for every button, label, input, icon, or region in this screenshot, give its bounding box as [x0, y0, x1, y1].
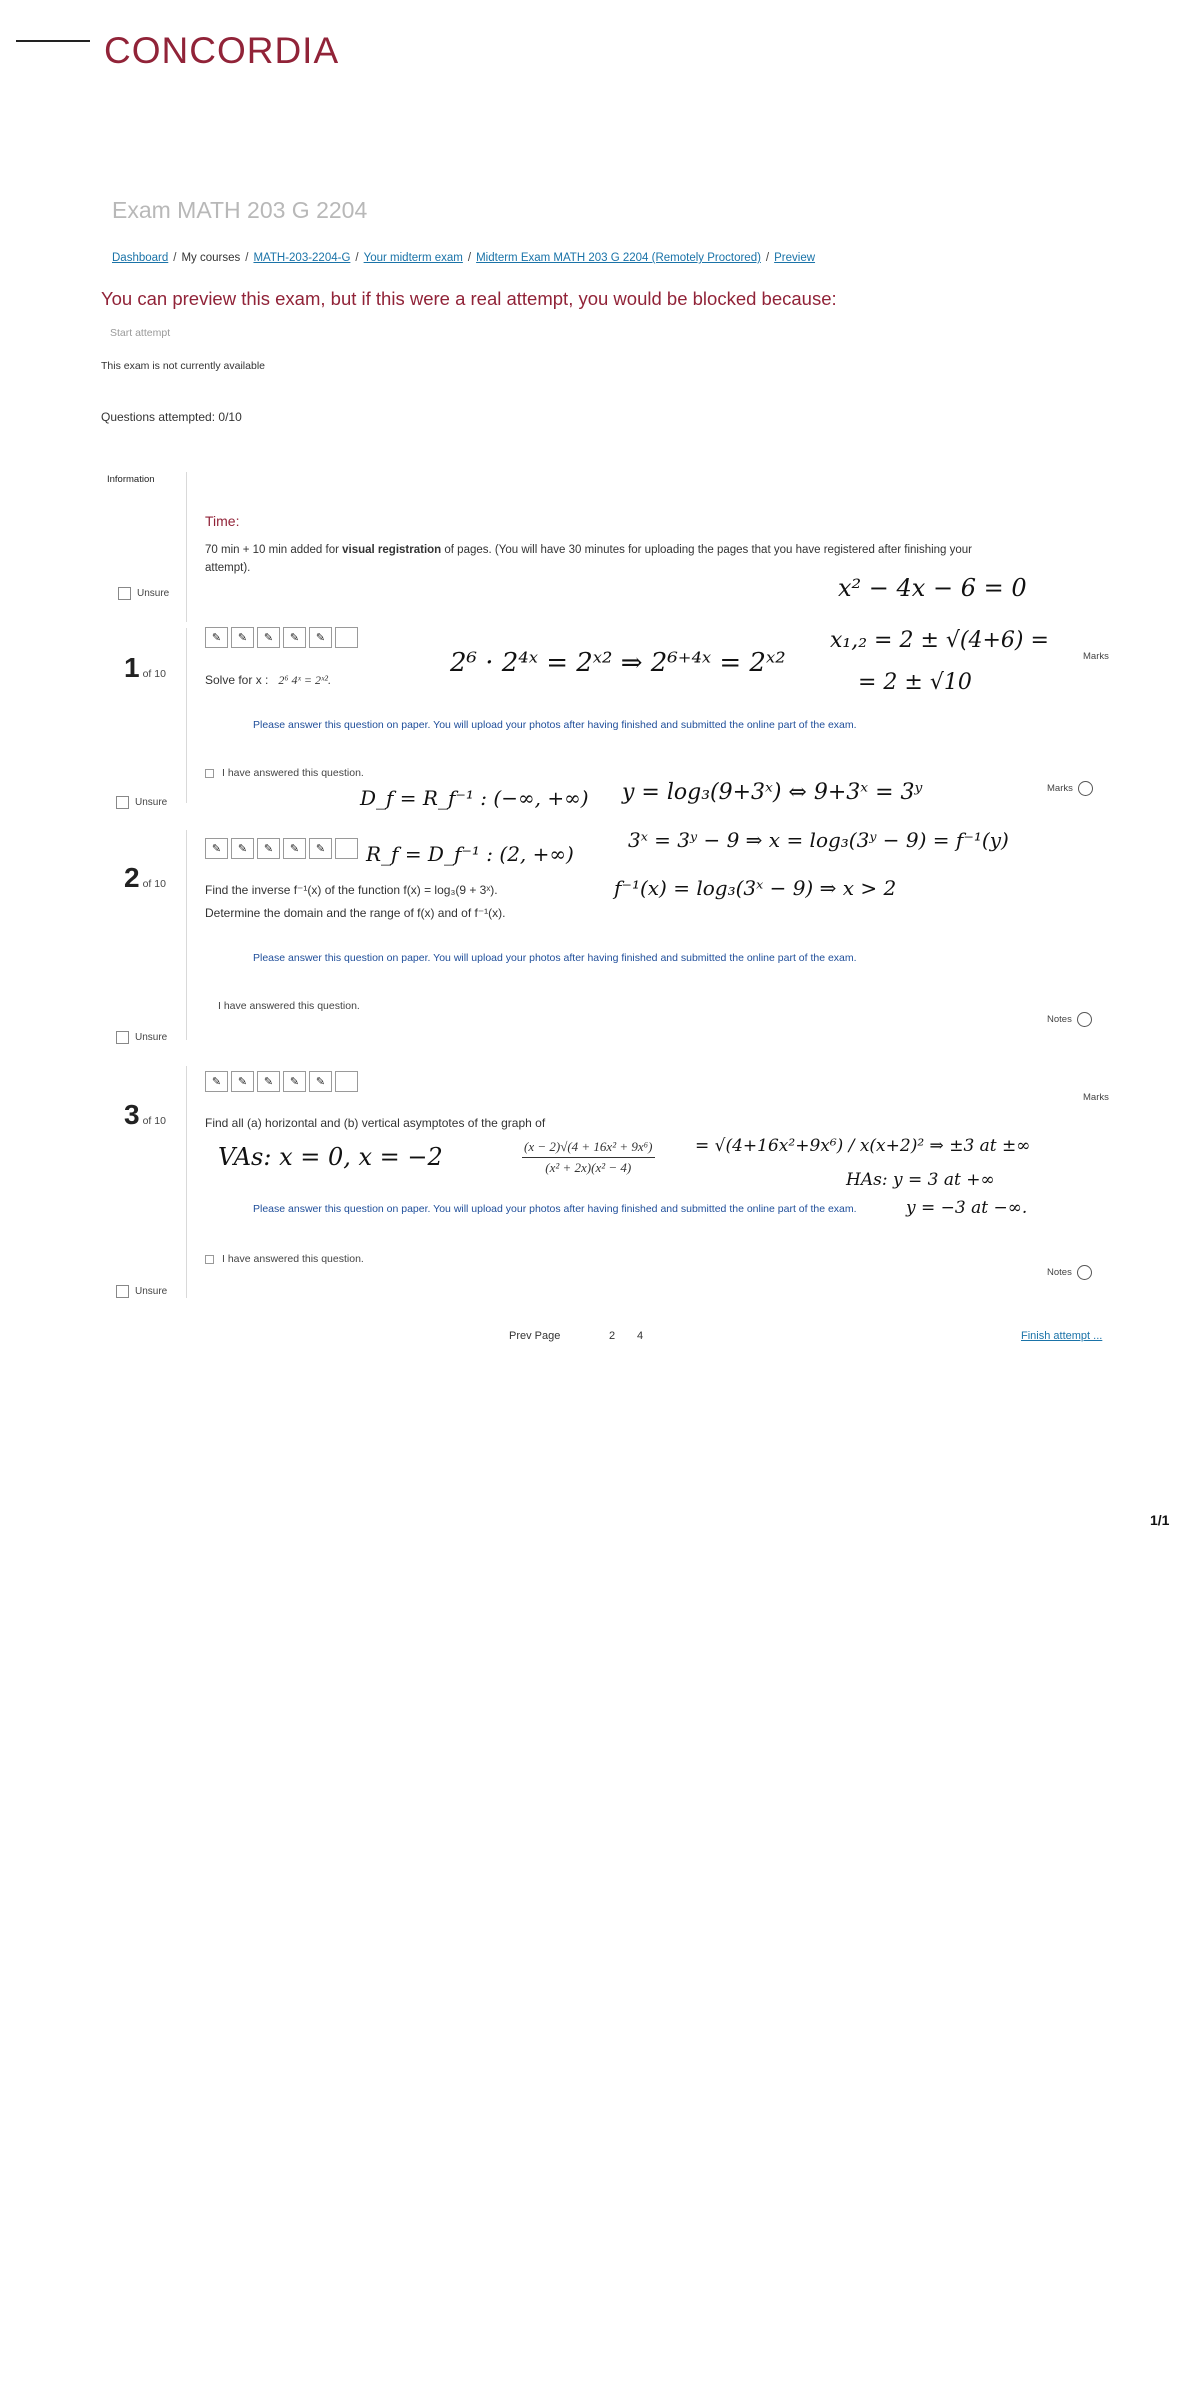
pencil-icon[interactable]: ✎	[205, 838, 228, 859]
concordia-logo[interactable]: CONCORDIA	[104, 30, 340, 71]
q1-handwriting-line-1: 2⁶ · 2⁴ˣ = 2ˣ² ⇒ 2⁶⁺⁴ˣ = 2ˣ²	[450, 648, 786, 678]
page-counter: 1/1	[1150, 1512, 1170, 1528]
logo-underline	[16, 40, 90, 42]
question-2-toolbar	[205, 838, 358, 859]
question-3-marks: Marks	[1083, 1092, 1109, 1103]
info-unsure-toggle[interactable]: Unsure	[118, 587, 169, 600]
finish-attempt-link[interactable]: Finish attempt ...	[1021, 1330, 1103, 1342]
question-1-instruction: Please answer this question on paper. You will upload your photos after having finished and submitted the online part of the exam.	[253, 719, 857, 731]
question-3-instruction: Please answer this question on paper. You will upload your photos after having finished and submitted the online part of the exam.	[253, 1203, 857, 1215]
q2-handwriting-line-4: 3ˣ = 3ʸ − 9 ⇒ x = log₃(3ʸ − 9) = f⁻¹(y)	[628, 828, 1009, 852]
question-2-answered-toggle[interactable]: I have answered this question.	[218, 1000, 360, 1012]
empty-tool-slot[interactable]	[335, 627, 358, 648]
question-3-number: 3 of 10	[124, 1099, 166, 1130]
q2-handwriting-line-3: y = log₃(9+3ˣ) ⇔ 9+3ˣ = 3ʸ	[622, 780, 923, 805]
question-2-number: 2 of 10	[124, 862, 166, 893]
page-link-2[interactable]: 2	[609, 1330, 616, 1342]
answered-checkbox[interactable]	[205, 1255, 214, 1264]
question-2-instruction: Please answer this question on paper. You will upload your photos after having finished and submitted the online part of the exam.	[253, 952, 857, 964]
q1-handwriting-line-3: x₁,₂ = 2 ± √(4+6) =	[830, 628, 1049, 653]
question-3-notes[interactable]: Notes	[1047, 1265, 1092, 1280]
q1-handwriting-line-4: = 2 ± √10	[858, 670, 972, 695]
breadcrumb-my-courses[interactable]: My courses	[181, 252, 241, 264]
pencil-icon[interactable]: ✎	[205, 627, 228, 648]
prev-page-link[interactable]: Prev Page	[509, 1330, 561, 1342]
fraction-numerator: (x − 2)√(4 + 16x² + 9x⁶)	[522, 1139, 655, 1158]
question-1-number: 1 of 10	[124, 652, 166, 683]
pencil-icon[interactable]: ✎	[309, 627, 332, 648]
breadcrumb-course[interactable]: MATH-203-2204-G	[253, 252, 351, 264]
pencil-icon[interactable]: ✎	[231, 1071, 254, 1092]
availability-message: This exam is not currently available	[101, 360, 265, 372]
info-divider	[186, 472, 187, 622]
question-2-notes[interactable]: Notes	[1047, 1012, 1092, 1027]
q3-handwriting-line-4: y = −3 at −∞.	[906, 1198, 1028, 1218]
page-link-4[interactable]: 4	[637, 1330, 644, 1342]
question-1-toolbar	[205, 627, 358, 648]
question-1-unsure-toggle[interactable]: Unsure	[116, 796, 167, 809]
pencil-icon[interactable]: ✎	[309, 1071, 332, 1092]
blocked-notice-heading: You can preview this exam, but if this were a real attempt, you would be blocked because:	[101, 288, 837, 309]
questions-attempted: Questions attempted: 0/10	[101, 410, 242, 424]
q2-handwriting-line-1: D_f = R_f⁻¹ : (−∞, +∞)	[360, 786, 589, 810]
unsure-checkbox[interactable]	[116, 1285, 129, 1298]
question-1-answered-toggle[interactable]: I have answered this question.	[205, 767, 364, 779]
notes-circle-icon[interactable]	[1077, 1265, 1092, 1280]
pencil-icon[interactable]: ✎	[309, 838, 332, 859]
question-3-divider	[186, 1066, 187, 1298]
question-2-divider	[186, 830, 187, 1040]
pencil-icon[interactable]: ✎	[257, 627, 280, 648]
question-3-toolbar	[205, 1071, 358, 1092]
notes-circle-icon[interactable]	[1077, 1012, 1092, 1027]
question-2-prompt-line-2: Determine the domain and the range of f(x) and of f⁻¹(x).	[205, 906, 506, 920]
breadcrumb-midterm-section[interactable]: Your midterm exam	[363, 252, 463, 264]
question-2-prompt-line-1: Find the inverse f⁻¹(x) of the function f(x) = log₃(9 + 3ˣ).	[205, 883, 498, 897]
question-3-prompt: Find all (a) horizontal and (b) vertical asymptotes of the graph of	[205, 1116, 546, 1130]
breadcrumb-midterm-exam[interactable]: Midterm Exam MATH 203 G 2204 (Remotely Proctored)	[476, 252, 761, 264]
pencil-icon[interactable]: ✎	[257, 838, 280, 859]
pencil-icon[interactable]: ✎	[257, 1071, 280, 1092]
breadcrumb-preview[interactable]: Preview	[774, 252, 816, 264]
question-1-divider	[186, 628, 187, 803]
q3-handwriting-line-2: = √(4+16x²+9x⁶) / x(x+2)² ⇒ ±3 at ±∞	[695, 1136, 1031, 1156]
fraction-denominator: (x² + 2x)(x² − 4)	[545, 1160, 632, 1175]
unsure-checkbox[interactable]	[116, 1031, 129, 1044]
empty-tool-slot[interactable]	[335, 1071, 358, 1092]
unsure-checkbox[interactable]	[116, 796, 129, 809]
pencil-icon[interactable]: ✎	[283, 627, 306, 648]
pencil-icon[interactable]: ✎	[283, 838, 306, 859]
q3-handwriting-line-3: HAs: y = 3 at +∞	[846, 1170, 995, 1190]
information-label: Information	[107, 474, 155, 485]
question-1-marks: Marks	[1083, 651, 1109, 662]
time-label: Time:	[205, 513, 240, 529]
breadcrumb: Dashboard / My courses / MATH-203-2204-G / Your midterm exam / Midterm Exam MATH 203 G 2204 (Remotely Proctored) / Preview	[112, 252, 816, 264]
question-3-unsure-toggle[interactable]: Unsure	[116, 1285, 167, 1298]
question-3-function-fraction	[522, 1138, 655, 1176]
pencil-icon[interactable]: ✎	[205, 1071, 228, 1092]
empty-tool-slot[interactable]	[335, 838, 358, 859]
pencil-icon[interactable]: ✎	[231, 627, 254, 648]
start-attempt-button[interactable]: Start attempt	[110, 327, 171, 339]
question-3-answered-toggle[interactable]: I have answered this question.	[205, 1253, 364, 1265]
page-title: Exam MATH 203 G 2204	[112, 197, 368, 223]
question-2-flag[interactable]: Marks	[1047, 781, 1093, 796]
q1-handwriting-line-2: x² − 4x − 6 = 0	[838, 574, 1027, 602]
pencil-icon[interactable]: ✎	[231, 838, 254, 859]
question-1-prompt: Solve for x : 2⁶ 4ˣ = 2ˣ².	[205, 673, 332, 687]
breadcrumb-dashboard[interactable]: Dashboard	[112, 252, 169, 264]
q2-handwriting-line-2: R_f = D_f⁻¹ : (2, +∞)	[366, 842, 574, 866]
q2-handwriting-line-5: f⁻¹(x) = log₃(3ˣ − 9) ⇒ x > 2	[614, 876, 897, 900]
q3-handwriting-line-1: VAs: x = 0, x = −2	[218, 1143, 443, 1171]
question-2-unsure-toggle[interactable]: Unsure	[116, 1031, 167, 1044]
answered-checkbox[interactable]	[205, 769, 214, 778]
pencil-icon[interactable]: ✎	[283, 1071, 306, 1092]
time-description: 70 min + 10 min added for visual registration of pages. (You will have 30 minutes for uploading the pages that you have registered after finishing your attempt).	[205, 544, 973, 574]
unsure-checkbox[interactable]	[118, 587, 131, 600]
flag-circle-icon[interactable]	[1078, 781, 1093, 796]
